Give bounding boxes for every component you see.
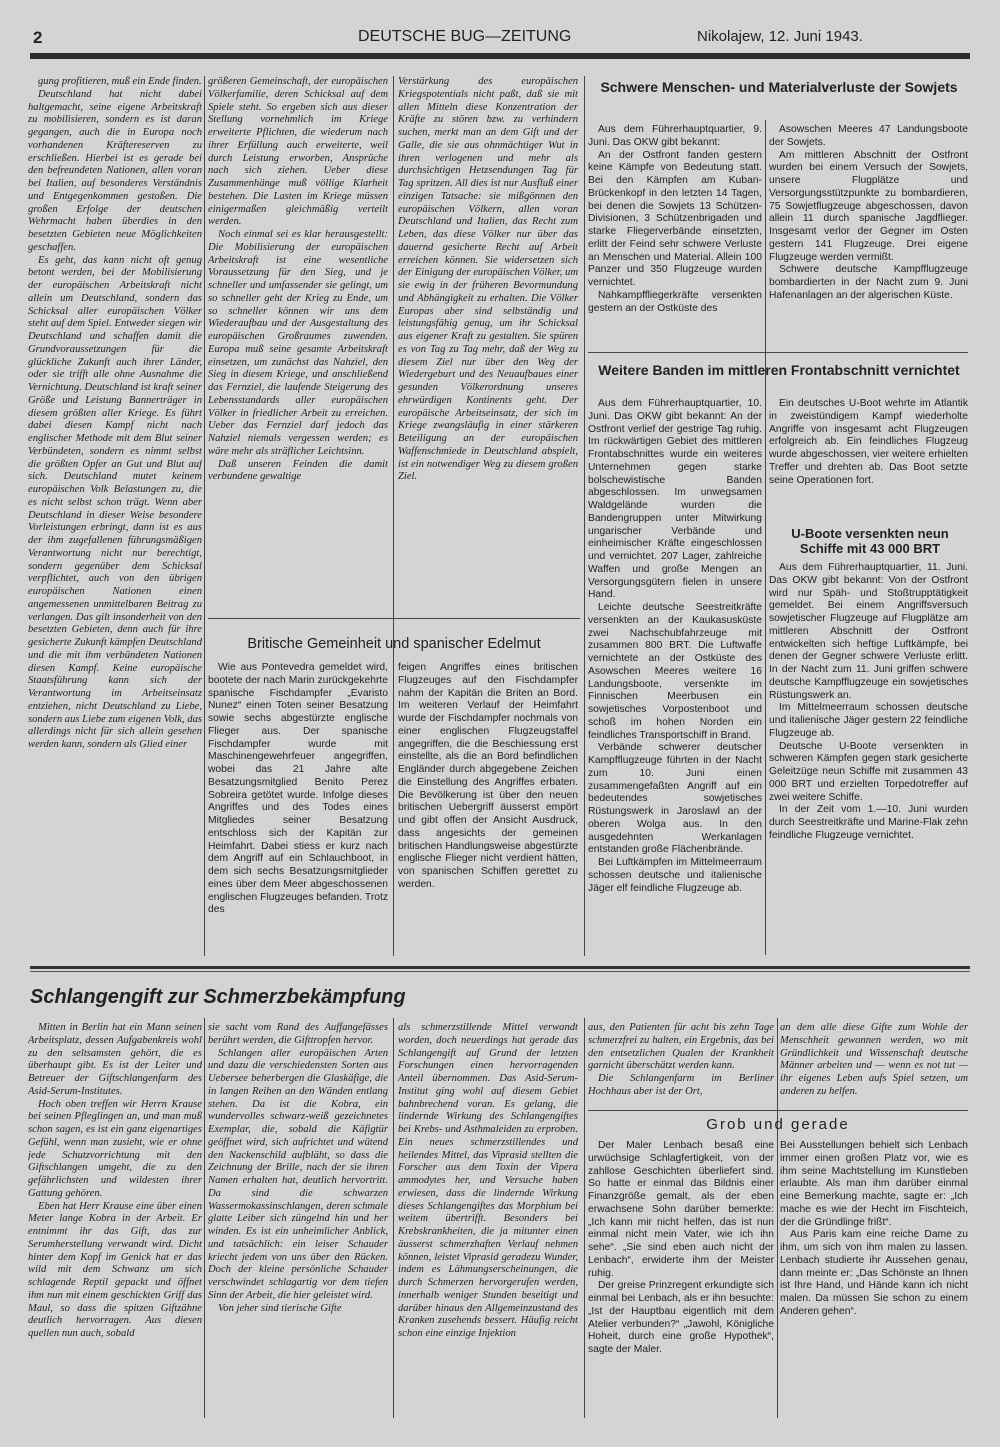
paragraph: an dem alle diese Gifte zum Wohle der Menschheit gewonnen werden, wo mit Gründlichkeit und Wissenschaft deutsche Männer arbeiten und — wenn es not tut — ihr eigenes Leben aufs Spiel setzen, um anderen zu helfen. bbox=[780, 1022, 968, 1097]
headline-grob: Grob und gerade bbox=[706, 1116, 850, 1133]
paragraph: feigen Angriffes eines britischen Flugzeuges auf den Fischdampfer nahm der Kapitän die Briten an Bord. Im weiteren Verlauf der Heimfahrt wurde der Fischdampfer nochmals von einer englischen Flugzeugstaffel angegriffen, die die Beschiessung erst einstellte, als die an Bord befindlichen Engländer durch abgegebene Zeichen die Einstellung des Angriffes erbaten. Die Bevölkerung ist über den neuen britischen Uebergriff äusserst empört und gibt offen der Ansicht Ausdruck, dass angesichts der gemeinen britischen Handlungsweise abgestürzte englische Flieger nicht verdient hätten, von spanischen Schiffen gerettet zu werden. bbox=[398, 662, 578, 890]
paragraph: Aus dem Führerhauptquartier, 9. Juni. Das OKW gibt bekannt: bbox=[588, 124, 762, 148]
paragraph: Noch einmal sei es klar herausgestellt: Die Mobilisierung der europäischen Arbeitskraft ist eine wesentliche Voraussetzung für den Sieg, und je schneller und umfassender sie gelingt, um so schneller geht der Krieg zu Ende, um so schneller können wir uns dem Wiederaufbau und der Ausgestaltung des europäischen Großraumes zuwenden. Europa muß seine gesamte Arbeitskraft einsetzen, um zunächst das Nahziel, den Sieg in diesem Kriege, und anschließend das Fernziel, die laufende Steigerung des Lebensstandards aller europäischen Völker in friedlicher Arbeit zu erreichen. Ueber das Fernziel darf jedoch das Nahziel niemals vergessen werden; es wäre mehr als sträflicher Leichtsinn. bbox=[208, 229, 388, 457]
paragraph: An der Ostfront fanden gestern keine Kämpfe von Bedeutung statt. Bei den Kämpfen am Kuban-Brückenkopf in den letzten 14 Tagen, bei denen die Sowjets 13 Schützen-Divisionen, 3 Schützenbrigaden und starke Fliegerverbände einsetzten, erlitt der Feind sehr schwere Verluste an Menschen und Material. Allein 100 Panzer und 350 Flugzeuge wurden vernichtet. bbox=[588, 149, 762, 288]
paragraph: Schlangen aller europäischen Arten und dazu die verschiedensten Sorten aus Uebersee beherbergen die Glaskäfige, die in langen Reihen an den Wänden entlang stehen. Da ist die Kobra, ein wundervolles schwarz-weiß gezeichnetes Exemplar, die, sobald die Käfigtür geöffnet wird, sich aufrichtet und wütend den Nackenschild aufbläht, so dass die Zeichnung der Brille, nach der sie ihren Namen erhalten hat, deutlich hervortritt. Da sind die schwarzen Wassermokassinschlangen, deren schmale glatte Leiber sich züngelnd hin und her winden. Es ist ein unheimlicher Anblick, und tatsächlich: ein leiser Schauder kriecht jedem von uns über den Rücken. Doch der kleine persönliche Schauder verschwindet schlagartig vor dem tiefen Sinn der Arbeit, die hier geleistet wird. bbox=[208, 1047, 388, 1301]
paragraph: Der greise Prinzregent erkundigte sich einmal bei Lenbach, als er ihn besuchte: „Ist der Hauptbau eigentlich mit dem Atelier verbunden?“ „Jawohl, Königliche Hoheit, durch eine große Hypothek“, sagte der Maler. bbox=[588, 1280, 774, 1355]
headline-verluste: Schwere Menschen- und Materialverluste der Sowjets bbox=[600, 79, 958, 95]
headline-schlangengift: Schlangengift zur Schmerzbekämpfung bbox=[30, 986, 406, 1008]
paragraph: Eben hat Herr Krause eine über einen Meter lange Kobra in der Arbeit. Er entnimmt ihr das Gift, das zur Serumherstellung verwandt wird. Dicht hinter dem Kopf im Genick hat er das wild mit dem Schwanz um sich schlagende Reptil gepackt und öffnet ihm nun mit einem geschickten Griff das Maul, so dass die spitzen Giftzähne deutlich hervorragen. Aus diesen quellen nun auch, sobald bbox=[28, 1200, 202, 1339]
paragraph: sie sacht vom Rand des Auffangefässes berührt werden, die Gifttropfen hervor. bbox=[208, 1022, 388, 1046]
column-divider bbox=[393, 1018, 394, 1418]
headline-britische: Britische Gemeinheit und spanischer Edelmut bbox=[247, 636, 541, 652]
editorial-column-2 bbox=[208, 76, 388, 611]
paragraph: Der Maler Lenbach besaß eine urwüchsige Schlagfertigkeit, von der zahllose Geschichten überliefert sind. So hatte er einmal das Bildnis einer Finanzgröße gemalt, als der eben erwachsene Sohn darüber bemerkte: „Ich kann mir nicht helfen, das ist nun einmal nicht mein Vater, wie ich ihn sehe“. „Sie sind eben auch nicht der Lenbach“, erwiderte ihm der Meister ruhig. bbox=[588, 1140, 774, 1279]
paragraph: Mitten in Berlin hat ein Mann seinen Arbeitsplatz, dessen Aufgabenkreis wohl zu den seltsamsten gehört, die es überhaupt gibt. Es ist der Leiter und Betreuer der Giftschlangenfarm des Asid-Serum-Institutes. bbox=[28, 1022, 202, 1097]
dateline: Nikolajew, 12. Juni 1943. bbox=[697, 28, 863, 45]
headline-uboote: U-Boote versenkten neun Schiffe mit 43 000 BRT bbox=[791, 526, 949, 556]
verluste-column-2 bbox=[769, 124, 968, 348]
paragraph: Nahkampffliegerkräfte versenkten gestern an der Ostküste des bbox=[588, 289, 762, 314]
paragraph: Am mittleren Abschnitt der Ostfront wurden bei einem Versuch der Sowjets, unsere Flugplätze und Versorgungsstützpunkte zu bombardieren, 75 Sowjetflugzeuge abgeschossen, davon allein 11 durch spanische Jagdflieger. Insgesamt verlor der Gegner im Osten gestern 141 Flugzeuge. Drei eigene Flugzeuge werden vermißt. bbox=[769, 149, 968, 263]
headline-banden: Weitere Banden im mittleren Frontabschnitt vernichtet bbox=[598, 362, 960, 378]
masthead-rule bbox=[30, 53, 970, 59]
column-divider bbox=[204, 76, 205, 956]
paragraph: Aus Paris kam eine reiche Dame zu ihm, um sich von ihm malen zu lassen. Lenbach studierte ihr Aussehen genau, dann meinte er: „Das Schönste an Ihnen ist Ihre Hand, und Hände kann ich nicht malen. Da müssen Sie schon zu einem Anderen gehen“. bbox=[780, 1229, 968, 1317]
paragraph: Bei Luftkämpfen im Mittelmeerraum schossen deutsche und italienische Jäger elf feindliche Flugzeuge ab. bbox=[588, 857, 762, 894]
section-rule bbox=[208, 618, 580, 619]
paragraph: Verstärkung des europäischen Kriegspotentials nicht paßt, daß sie mit allen Mitteln diese Konzentration der Kräfte zu stören bzw. zu verhindern suchen, merkt man an dem Gift und der Galle, die sie aus ohnmächtiger Wut in ihren verlogenen und mehr als durchsichtigen Hetzsendungen Tag für Tag spritzen. All dies ist nur Ausfluß einer einzigen Tatsache: sie mißgönnen den europäischen Völkern, allen voran Deutschland und Italien, das Recht zum Leben, das diese Völker nur über das dauernd gesicherte Recht auf Arbeit erreichen können. Sie widersetzen sich der Einigung der europäischen Völker, um sie ewig in der früheren Bevormundung und Abhängigkeit zu erhalten. Die Völker Europas aber sind selbständig und leistungsfähig genug, um ihr Schicksal aus eigener Kraft zu gestalten. Sie spüren es von Tag zu Tag mehr, daß der Weg zu diesem Ziel nur über den Weg der Wiedergeburt und des Neuaufbaues einer gesunden Völkerordnung unseres ehrwürdigen Kontinents geht. Der europäische Arbeitseinsatz, der sich im Kriege zwangsläufig in einer stärkeren Beteiligung an der europäischen Waffenschmiede in Deutschland abspielt, ist ein notwendiger Weg zu diesem großen Ziel. bbox=[398, 76, 578, 483]
paragraph: Bei Ausstellungen behielt sich Lenbach immer einen großen Platz vor, wie es ihm seine Machtstellung im Kunstleben erlaubte. Als man ihm darüber einmal eine Bemerkung machte, sagte er: „Ich mache es wie der Hecht im Fischteich, der die Gründlinge frißt“. bbox=[780, 1140, 968, 1228]
editorial-column-3 bbox=[398, 76, 578, 611]
paragraph: Es geht, das kann nicht oft genug betont werden, bei der Mobilisierung der europäischen Arbeitskraft nicht allein um Deutschland, sondern das Schicksal aller europäischen Völker steht auf dem Spiel. Entweder siegen wir Deutschland und schaffen damit die Grundvoraussetzungen für die glückliche Zukunft auch ihrer Länder, oder sie trifft alle ohne Ausnahme die Vernichtung. Deutschland ist kraft seiner Größe und Leistung Bannerträger in diesem größten aller Kriege. Es führt dabei diesen Kampf nicht nach englischer Methode mit dem Blut seiner Verbündeten, sondern es nimmt selbst die größten Opfer an Gut und Blut auf sich. Deutschland mutet keinem europäischen Volk Belastungen zu, die es nicht selbst schon trägt. Wenn aber Deutschland in dieser Weise besondere Vorleistungen erbringt, dann ist es aus der ihm zugefallenen führungsmäßigen Verantwortung nicht nur berechtigt, sondern gegenüber dem Schicksal verpflichtet, auch von den übrigen europäischen Nationen einen angemessenen unmittelbaren Beitrag zu verlangen. Das gilt insonderheit von den besetzten Gebieten, denn auch für ihre gesicherte Zukunft kämpfen Deutschland und die mit ihm verbündeten Nationen diesen Kampf. Keine europäische Staatsführung kann sich der Verantwortung im Arbeitseinsatz entziehen, nicht Deutschland zu Liebe, sondern aus Liebe zum eigenen Volk, das allerdings nicht für sich allein gesehen werden kann, sondern als Glied einer bbox=[28, 254, 202, 750]
paragraph: Leichte deutsche Seestreitkräfte versenkten an der Kaukasusküste zwei Nachschubfahrzeuge mit zusammen 800 BRT. Die Luftwaffe vernichtete an der Ostküste des Asowschen Meeres weitere 16 Landungsboote, versenkte im Finnischen Meerbusen ein sowjetisches Vorpostenboot und schoß im hohen Norden ein feindliches Transportschiff in Brand. bbox=[588, 602, 762, 741]
paragraph: Deutschland hat nicht dabei haltgemacht, seine eigene Arbeitskraft zu mobilisieren, sondern es ist daran gegangen, auch die in Europa noch vorhandenen Kräftereserven zu erschließen. Hierbei ist es gerade bei den befreundeten Nationen, allen voran bei Italien, auf besonderes Verständnis und Entgegenkommen gestoßen. Die großen Erfolge der deutschen Wehrmacht haben überdies in den besetzten Gebieten neue Möglichkeiten geschaffen. bbox=[28, 88, 202, 253]
schlangengift-column-2 bbox=[208, 1022, 388, 1417]
page-divider bbox=[30, 971, 970, 972]
paragraph: Schwere deutsche Kampfflugzeuge bombardierten in der Nacht zum 9. Juni Hafenanlagen an der algerischen Küste. bbox=[769, 264, 968, 301]
paragraph: Daß unseren Feinden die damit verbundene gewaltige bbox=[208, 458, 388, 483]
column-divider bbox=[204, 1018, 205, 1418]
paragraph: In der Zeit vom 1.—10. Juni wurden durch Seestreitkräfte und Marine-Flak zehn feindliche Flugzeuge vernichtet. bbox=[769, 804, 968, 841]
paragraph: Aus dem Führerhauptquartier, 11. Juni. Das OKW gibt bekannt: Von der Ostfront wird nur Späh- und Stoßtrupptätigkeit gemeldet. Bei einem Angriffsversuch sowjetischer Flugzeuge auf Flugplätze am mittleren Abschnitt der Ostfront entwickelten sich heftige Luftkämpfe, bei denen der Gegner schwere Verluste erlitt. In der Nacht zum 11. Juni griffen schwere deutsche Kampfflugzeuge ein sowjetisches Rüstungswerk an. bbox=[769, 562, 968, 701]
column-divider bbox=[765, 120, 766, 955]
paragraph: Deutsche U-Boote versenkten in schweren Kämpfen gegen stark gesicherte Geleitzüge neun Schiffe mit zusammen 43 000 BRT und erzielten Torpedotreffer auf zwei weitere Schiffe. bbox=[769, 740, 968, 803]
paragraph: Im Mittelmeerraum schossen deutsche und italienische Jäger gestern 22 feindliche Flugzeuge ab. bbox=[769, 702, 968, 739]
britische-column-2 bbox=[398, 662, 578, 954]
paragraph: Die Schlangenfarm im Berliner Hochhaus aber ist der Ort, bbox=[588, 1073, 774, 1097]
britische-column-1 bbox=[208, 662, 388, 954]
paragraph: Aus dem Führerhauptquartier, 10. Juni. Das OKW gibt bekannt: An der Ostfront verlief der gestrige Tag ruhig. Im rückwärtigen Gebiet des mittleren Frontabschnittes wurde ein weiteres Unternehmen gegen starke bolschewistische Banden abgeschlossen. Im unwegsamen Waldgelände wurden die Bandengruppen unter Mitwirkung ungarischer Verbände und einheimischer Kräfte eingeschlossen und vernichtet. 207 Lager, zahlreiche Waffen und große Mengen an Versorgungsgütern fielen in unsere Hand. bbox=[588, 398, 762, 601]
page-divider bbox=[30, 966, 970, 969]
section-rule bbox=[588, 352, 968, 353]
paragraph: Wie aus Pontevedra gemeldet wird, bootete der nach Marin zurückgekehrte spanische Fischdampfer „Evaristo Nunez“ einen Toten seiner Besatzung sowie sechs abgestürzte englische Flieger aus. Der spanische Fischdampfer wurde mit Maschinengewehrfeuer angegriffen, wobei das 21 Jahre alte Besatzungsmitglied Benito Perez Sobreira getötet wurde. Infolge dieses Angriffes und des Todes eines Mitgliedes seiner Besatzung entschloss sich der Kapitän zur Heimfahrt. Dabei stiess er kurz nach dem Angriff auf ein Schlauchboot, in dem sich sechs Besatzungsmitglieder eines über dem Meer abgeschossenen englischen Flugzeuges befanden. Trotz des bbox=[208, 662, 388, 916]
schlangengift-column-3 bbox=[398, 1022, 578, 1417]
banden-column-2 bbox=[769, 398, 968, 516]
paragraph: aus, den Patienten für acht bis zehn Tage schmerzfrei zu halten, ein Ergebnis, das bei den entsetzlichen Qualen der Krankheit garnicht überschätzt werden kann. bbox=[588, 1022, 774, 1072]
column-divider bbox=[393, 76, 394, 956]
editorial-column-1 bbox=[28, 76, 202, 956]
schlangengift-column-1 bbox=[28, 1022, 202, 1417]
column-divider bbox=[584, 1018, 585, 1418]
column-divider bbox=[777, 1018, 778, 1418]
page-number: 2 bbox=[33, 28, 43, 47]
paragraph: größeren Gemeinschaft, der europäischen Völkerfamilie, deren Schicksal auf dem Spiele steht. So ergeben sich aus dieser Stellung vornehmlich im Kriege erweiterte Pflichten, die wiederum nach ihrer Erfüllung auch erweiterte, weil durch Leistung erworben, Ansprüche nach sich ziehen. Ueber diese Zusammenhänge muß völlige Klarheit bestehen. Die Lasten im Kriege müssen einigermaßen gleichmäßig verteilt werden. bbox=[208, 76, 388, 228]
schlangengift-column-4 bbox=[588, 1022, 774, 1114]
paragraph: Hoch oben treffen wir Herrn Krause bei seinen Pfleglingen an, und man muß schon sagen, es ist ein ganz eigenartiges Gefühl, wenn man zusieht, wie er ohne jede Schutzvorrichtung mit den Giftschlangen umgeht, die zu den gefährlichsten und wildesten ihrer Gattung gehören. bbox=[28, 1098, 202, 1199]
paragraph: Verbände schwerer deutscher Kampfflugzeuge führten in der Nacht zum 10. Juni einen zusammengefaßten Angriff auf ein bedeutendes sowjetisches Rüstungswerk in Jaroslawl an der oberen Wolga aus. In den ausgedehnten Werkanlagen entstanden große Flächenbrände. bbox=[588, 742, 762, 856]
section-rule bbox=[588, 1110, 968, 1111]
paragraph: Ein deutsches U-Boot wehrte im Atlantik in zweistündigem Kampf wiederholte Angriffe von insgesamt acht Flugzeugen erfolgreich ab. Ein feindliches Flugzeug wurde abgeschossen, vier weitere erhielten Treffer und drehten ab. Das Boot setzte seine Operationen fort. bbox=[769, 398, 968, 486]
paragraph: als schmerzstillende Mittel verwandt worden, doch neuerdings hat gerade das Schlangengift auf Grund der letzten Forschungen einen hervorragenden Anteil übernommen. Das Asid-Serum-Institut ging wohl auf diesem Gebiet bahnbrechend voran. Es gelang, die lindernde Wirkung des Schlangengiftes bei Krebs- und Asthmaleiden zu erproben. Ein neues schmerzstillendes und heilendes Mittel, das Viprasid stellten die Forscher aus dem Toxin der Vipera ammodytes her, und Versuche haben erwiesen, dass die lindernde Wirkung dieses Schlangengiftes das Morphium bei weitem übertrifft. Besonders bei Krebskrankheiten, die ja mitunter einen äusserst schmerzhaften Verlauf nehmen können, leistet Viprasid geradezu Wunder, indem es Lähmungserscheinungen, die durch Schmerzen hervorgerufen werden, innerhalb weniger Stunden beseitigt und darüber hinaus den Allgemeinzustand des Kranken zusehends bessert. Häufig reicht schon eine einzige Injektion bbox=[398, 1022, 578, 1339]
schlangengift-column-5 bbox=[780, 1022, 968, 1114]
banden-column-1 bbox=[588, 398, 762, 954]
paragraph: Von jeher sind tierische Gifte bbox=[218, 1302, 342, 1314]
uboote-column bbox=[769, 562, 968, 954]
paragraph: Asowschen Meeres 47 Landungsboote der Sowjets. bbox=[769, 124, 968, 148]
paragraph: gung profitieren, muß ein Ende finden. bbox=[38, 76, 202, 87]
column-divider bbox=[584, 76, 585, 956]
grob-column-1 bbox=[588, 1140, 774, 1417]
verluste-column-1 bbox=[588, 124, 762, 348]
grob-column-2 bbox=[780, 1140, 968, 1417]
newspaper-title: DEUTSCHE BUG—ZEITUNG bbox=[358, 28, 572, 45]
